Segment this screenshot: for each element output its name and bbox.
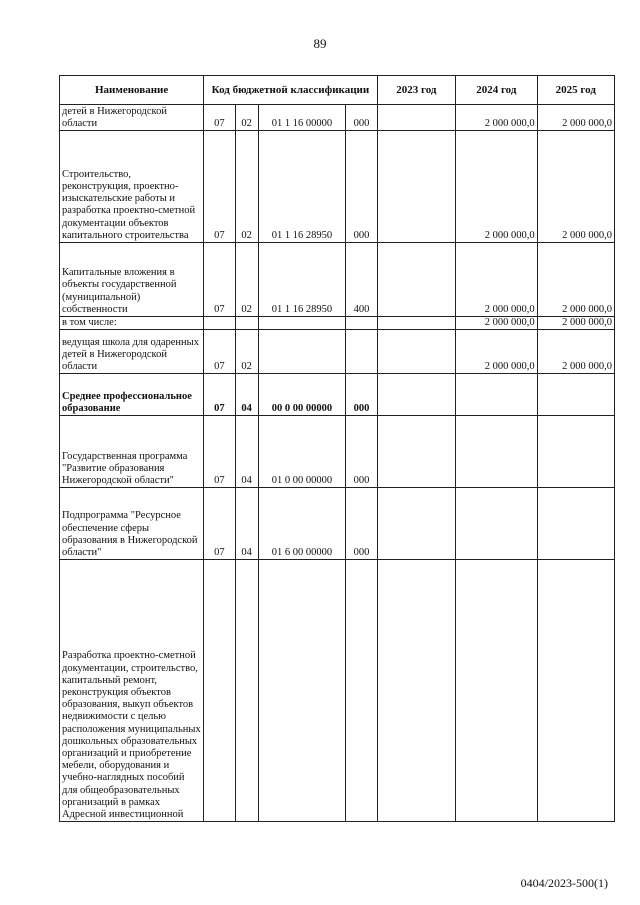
- row-2024: [456, 374, 538, 416]
- row-target-code: 01 6 00 00000: [258, 488, 346, 560]
- row-target-code: 01 1 16 28950: [258, 131, 346, 243]
- row-section: 07: [204, 374, 235, 416]
- row-expense-type: 000: [346, 488, 377, 560]
- row-expense-type: 000: [346, 105, 377, 131]
- row-expense-type: 000: [346, 131, 377, 243]
- budget-table: [59, 75, 615, 822]
- row-2024: 2 000 000,0: [456, 317, 538, 330]
- table-row: [60, 416, 615, 488]
- row-name: детей в Нижегородской области: [60, 105, 204, 131]
- row-2023: [377, 488, 455, 560]
- row-section: 07: [204, 330, 235, 374]
- row-2025: 2 000 000,0: [537, 317, 614, 330]
- page-number: 89: [313, 36, 327, 51]
- header-code: Код бюджетной классификации: [204, 76, 377, 105]
- row-2025: [537, 560, 614, 822]
- table-row: [60, 243, 615, 317]
- row-name: Государственная программа "Развитие образования Нижегородской области": [60, 416, 204, 488]
- row-2025: 2 000 000,0: [537, 243, 614, 317]
- row-subsection: 02: [235, 330, 258, 374]
- row-subsection: 02: [235, 243, 258, 317]
- row-section: 07: [204, 416, 235, 488]
- row-target-code: [258, 317, 346, 330]
- row-2024: 2 000 000,0: [456, 131, 538, 243]
- row-2024: [456, 416, 538, 488]
- table-row: [60, 488, 615, 560]
- row-name: Разработка проектно-сметной документации, строительство, капитальный ремонт, реконструкция объектов образования, выкуп объектов недвижимости с целью расположения муниципальных дошкольных образовательных организаций и приобретение мебели, оборудования и учебно-наглядных пособий для общеобразовательных организаций в рамках Адресной инвестиционной: [60, 560, 204, 822]
- row-name: в том числе:: [60, 317, 204, 330]
- header-name: Наименование: [60, 76, 204, 105]
- row-2025: 2 000 000,0: [537, 131, 614, 243]
- row-section: [204, 560, 235, 822]
- row-name: Строительство, реконструкция, проектно-изыскательские работы и разработка проектно-сметной документации объектов капитального строительства: [60, 131, 204, 243]
- row-2023: [377, 416, 455, 488]
- table-row: [60, 105, 615, 131]
- row-expense-type: 000: [346, 374, 377, 416]
- table-header-row: [60, 76, 615, 105]
- row-2025: [537, 374, 614, 416]
- table-row: [60, 330, 615, 374]
- row-section: 07: [204, 488, 235, 560]
- row-2023: [377, 374, 455, 416]
- row-subsection: 04: [235, 488, 258, 560]
- row-2024: [456, 488, 538, 560]
- row-2024: 2 000 000,0: [456, 105, 538, 131]
- row-subsection: 04: [235, 416, 258, 488]
- row-subsection: 02: [235, 131, 258, 243]
- row-target-code: [258, 330, 346, 374]
- row-2023: [377, 105, 455, 131]
- row-subsection: [235, 317, 258, 330]
- row-target-code: 00 0 00 00000: [258, 374, 346, 416]
- document-code: 0404/2023-500(1): [520, 876, 608, 890]
- row-expense-type: [346, 560, 377, 822]
- row-subsection: [235, 560, 258, 822]
- row-expense-type: 000: [346, 416, 377, 488]
- header-2025: 2025 год: [537, 76, 614, 105]
- row-2024: 2 000 000,0: [456, 330, 538, 374]
- row-expense-type: 400: [346, 243, 377, 317]
- row-2024: 2 000 000,0: [456, 243, 538, 317]
- row-2025: 2 000 000,0: [537, 330, 614, 374]
- table-row: [60, 131, 615, 243]
- row-target-code: 01 0 00 00000: [258, 416, 346, 488]
- row-name: Капитальные вложения в объекты государственной (муниципальной) собственности: [60, 243, 204, 317]
- header-2024: 2024 год: [456, 76, 538, 105]
- row-2023: [377, 317, 455, 330]
- row-section: 07: [204, 243, 235, 317]
- row-2023: [377, 243, 455, 317]
- row-target-code: [258, 560, 346, 822]
- row-2023: [377, 131, 455, 243]
- row-target-code: 01 1 16 00000: [258, 105, 346, 131]
- row-subsection: 04: [235, 374, 258, 416]
- row-name: ведущая школа для одаренных детей в Нижегородской области: [60, 330, 204, 374]
- row-name: Подпрограмма "Ресурсное обеспечение сферы образования в Нижегородской области": [60, 488, 204, 560]
- row-section: 07: [204, 131, 235, 243]
- row-2025: [537, 488, 614, 560]
- row-2024: [456, 560, 538, 822]
- row-expense-type: [346, 317, 377, 330]
- table-row: [60, 317, 615, 330]
- row-2025: 2 000 000,0: [537, 105, 614, 131]
- table-row: [60, 560, 615, 822]
- row-target-code: 01 1 16 28950: [258, 243, 346, 317]
- row-2023: [377, 560, 455, 822]
- row-expense-type: [346, 330, 377, 374]
- row-2025: [537, 416, 614, 488]
- table-row: [60, 374, 615, 416]
- row-name: Среднее профессиональное образование: [60, 374, 204, 416]
- row-section: [204, 317, 235, 330]
- row-subsection: 02: [235, 105, 258, 131]
- header-2023: 2023 год: [377, 76, 455, 105]
- row-2023: [377, 330, 455, 374]
- row-section: 07: [204, 105, 235, 131]
